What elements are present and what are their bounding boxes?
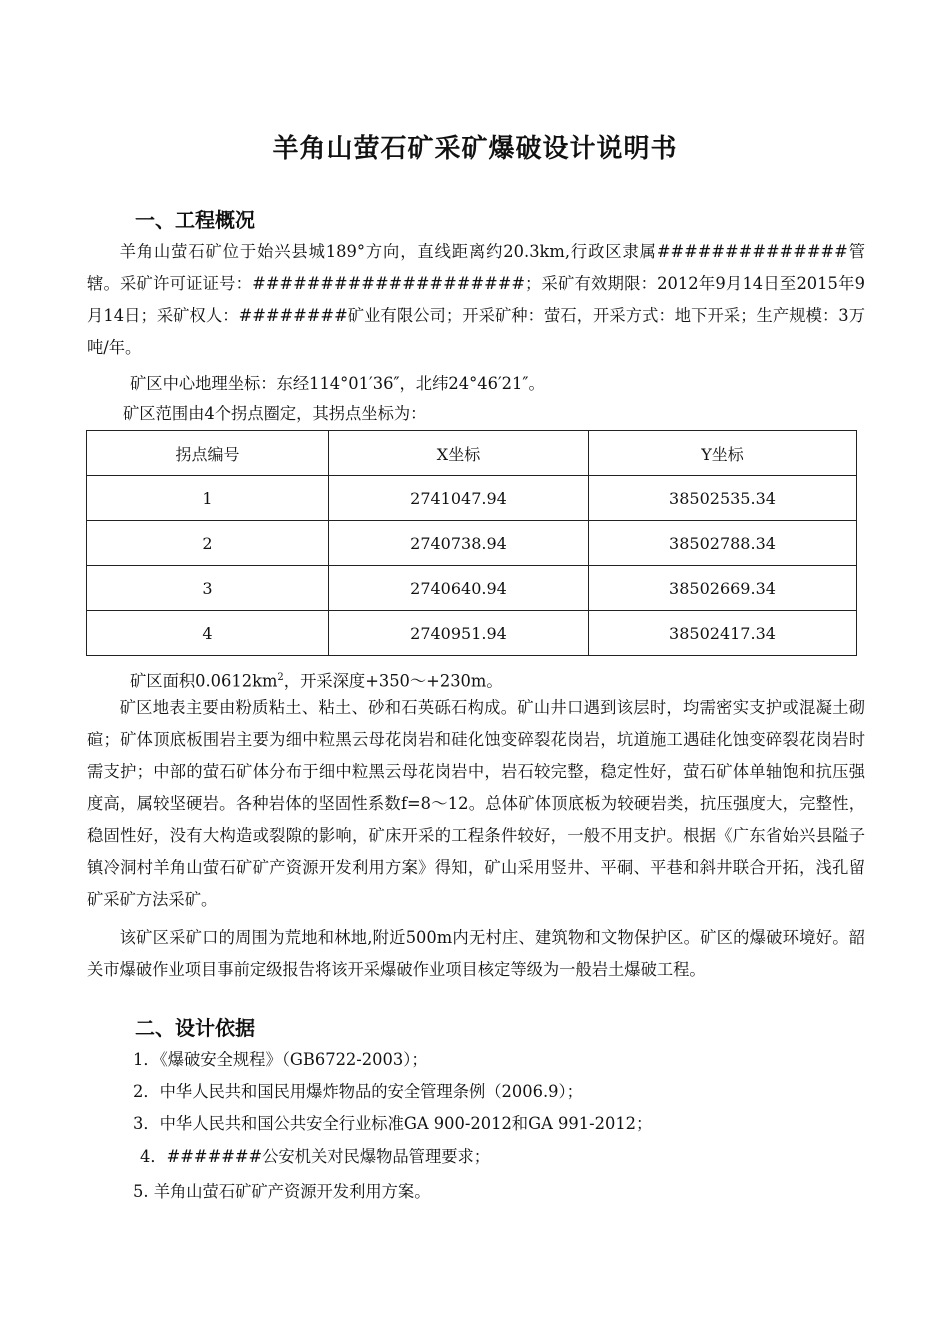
table-cell: 3 bbox=[87, 566, 329, 611]
table-cell: 38502788.34 bbox=[589, 521, 857, 566]
list-item: 3．中华人民共和国公共安全行业标准GA 900-2012和GA 991-2012； bbox=[133, 1114, 653, 1133]
center-coordinates-text: 矿区中心地理坐标：东经114°01′36″，北纬24°46′21″。 bbox=[130, 374, 545, 393]
geology-paragraph: 矿区地表主要由粉质粘土、粘土、砂和石英砾石构成。矿山井口遇到该层时，均需密实支护或混凝土砌碹；矿体顶底板围岩主要为细中粒黑云母花岗岩和硅化蚀变碎裂花岗岩，坑道施工遇硅化蚀变碎裂花岗岩时需支护；中部的萤石矿体分布于细中粒黑云母花岗岩中，岩石较完整，稳定性好，萤石矿体单轴饱和抗压强度高，属较坚硬岩。各种岩体的坚固性系数f=8～12。总体矿体顶底板为较硬岩类，抗压强度大，完整性，稳固性好，没有大构造或裂隙的影响，矿床开采的工程条件较好，一般不用支护。根据《广东省始兴县隘子镇冷洞村羊角山萤石矿矿产资源开发利用方案》得知，矿山采用竖井、平硐、平巷和斜井联合开拓，浅孔留矿采矿方法采矿。 bbox=[87, 698, 865, 909]
table-cell: 38502417.34 bbox=[589, 611, 857, 656]
table-cell: 38502669.34 bbox=[589, 566, 857, 611]
table-intro-text: 矿区范围由4个拐点圈定，其拐点坐标为： bbox=[123, 404, 427, 423]
area-superscript: 2 bbox=[277, 672, 284, 683]
overview-paragraph: 羊角山萤石矿位于始兴县城189°方向，直线距离约20.3km,行政区隶属##############管辖。采矿许可证证号：####################；采矿有效期限：2012年9月14日至2015年9月14日；采矿权人：########矿业有限公司；开采矿种：萤石，开采方式：地下开采；生产规模：3万吨/年。 bbox=[87, 242, 865, 357]
table-cell: 4 bbox=[87, 611, 329, 656]
table-header-row bbox=[87, 431, 857, 476]
table-cell: 1 bbox=[87, 476, 329, 521]
table-header-cell: Y坐标 bbox=[589, 431, 857, 476]
table-cell: 2740640.94 bbox=[329, 566, 589, 611]
area-prefix: 矿区面积0.0612km bbox=[130, 671, 278, 691]
table-cell: 2740738.94 bbox=[329, 521, 589, 566]
list-item: 1．《爆破安全规程》（GB6722-2003）； bbox=[133, 1050, 428, 1069]
corner-point-table bbox=[86, 430, 857, 656]
table-row bbox=[87, 566, 857, 611]
table-cell: 38502535.34 bbox=[589, 476, 857, 521]
list-item: 2．中华人民共和国民用爆炸物品的安全管理条例（2006.9）； bbox=[133, 1082, 583, 1101]
table-cell: 2740951.94 bbox=[329, 611, 589, 656]
list-item: 4．#######公安机关对民爆物品管理要求； bbox=[140, 1147, 491, 1166]
table-row bbox=[87, 521, 857, 566]
table-row bbox=[87, 611, 857, 656]
table-cell: 2741047.94 bbox=[329, 476, 589, 521]
environment-paragraph: 该矿区采矿口的周围为荒地和林地,附近500m内无村庄、建筑物和文物保护区。矿区的爆破环境好。韶关市爆破作业项目事前定级报告将该开采爆破作业项目核定等级为一般岩土爆破工程。 bbox=[87, 928, 865, 979]
section-2-heading: 二、设计依据 bbox=[135, 1016, 255, 1040]
table-header-cell: 拐点编号 bbox=[87, 431, 329, 476]
area-suffix: ，开采深度+350～+230m。 bbox=[283, 671, 503, 691]
table-header-cell: X坐标 bbox=[329, 431, 589, 476]
document-title: 羊角山萤石矿采矿爆破设计说明书 bbox=[272, 134, 678, 164]
table-row bbox=[87, 476, 857, 521]
list-item: 5. 羊角山萤石矿矿产资源开发利用方案。 bbox=[133, 1182, 431, 1201]
section-1-heading: 一、工程概况 bbox=[135, 208, 255, 232]
table-cell: 2 bbox=[87, 521, 329, 566]
